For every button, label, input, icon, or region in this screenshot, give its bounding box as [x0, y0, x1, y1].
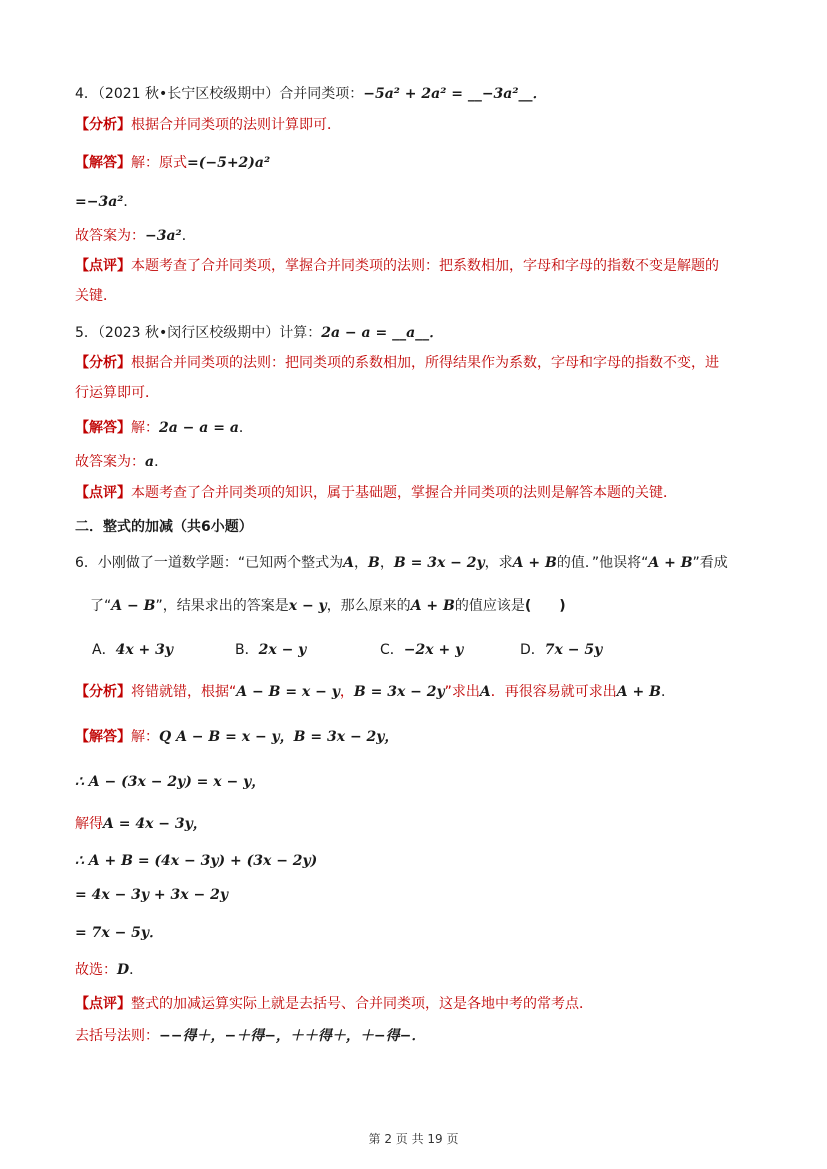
solution-text: 解得	[75, 816, 103, 832]
analysis-text: 根据合并同类项的法则计算即可．	[131, 117, 341, 133]
answer-math: a	[145, 454, 155, 470]
q6-answer-paren: ( )	[524, 598, 566, 614]
q4-answer	[75, 226, 196, 246]
q6-math: A − B	[111, 598, 156, 614]
solution-prefix: 解：	[131, 155, 159, 171]
comment-text: 本题考查了合并同类项的知识，属于基础题，掌握合并同类项的法则是解答本题的关键．	[131, 485, 677, 501]
choice-text: 故选：	[75, 962, 117, 978]
solution-prefix: 解：	[131, 420, 159, 436]
solution-math: = 7x − 5y．	[75, 925, 164, 941]
q6-stem-text: 了“	[90, 598, 112, 614]
q6-math: A + B	[512, 555, 557, 571]
q4-solution-line-2	[75, 192, 137, 212]
rule-text: 去括号法则：	[75, 1028, 159, 1044]
solution-prefix: 解：	[131, 729, 159, 745]
option-value: 2x − y	[258, 642, 307, 658]
analysis-math: A − B = x − y	[236, 684, 340, 700]
q6-stem-text: ，求	[484, 555, 513, 571]
q4-answer-blank: __−3a²__．	[467, 86, 547, 102]
solution-tag: 【解答】	[75, 729, 131, 745]
q6-stem-text: ”，结果求出的答案是	[155, 598, 289, 614]
q6-math: B = 3x − 2y	[393, 555, 485, 571]
q6-stem-line-1	[75, 553, 728, 573]
q4-solution-line-1	[75, 153, 270, 173]
q6-solution-line-3	[75, 814, 207, 834]
q6-solution-line-4	[75, 851, 317, 871]
q6-solution-line-6	[75, 923, 163, 943]
analysis-tag: 【分析】	[75, 684, 131, 700]
analysis-math: B = 3x − 2y	[353, 684, 445, 700]
solution-end: ．	[238, 420, 253, 436]
q5-number-source: 5．（2023 秋•闵行区校级期中）计算：	[75, 325, 322, 341]
analysis-text: 将错就错，根据“	[131, 684, 237, 700]
q5-analysis-cont	[75, 383, 159, 403]
q6-math: B	[368, 555, 380, 571]
solution-text: 原式	[159, 155, 187, 171]
answer-text: 故答案为：	[75, 454, 145, 470]
option-value: 4x + 3y	[115, 642, 174, 658]
comment-tag: 【点评】	[75, 996, 131, 1012]
q6-analysis	[75, 682, 675, 702]
q5-comment	[75, 483, 677, 503]
comment-tag: 【点评】	[75, 485, 131, 501]
q6-stem-text: 的值应该是	[454, 598, 525, 614]
analysis-text: 根据合并同类项的法则：把同类项的系数相加，所得结果作为系数，字母和字母的指数不变，进	[131, 355, 719, 371]
section-heading: 二．整式的加减（共6小题）	[75, 519, 253, 535]
analysis-math: A + B	[616, 684, 661, 700]
solution-math: =(−5+2)a²	[187, 155, 271, 171]
q6-math: A + B	[648, 555, 693, 571]
solution-math: ∴ A + B = (4x − 3y) + (3x − 2y)	[75, 853, 318, 869]
comment-tag: 【点评】	[75, 258, 131, 274]
solution-math: Q A − B = x − y，B = 3x − 2y，	[159, 729, 399, 745]
q4-comment	[75, 256, 719, 276]
answer-end: ．	[181, 228, 196, 244]
analysis-end: ．	[660, 684, 675, 700]
solution-math: =−3a²	[75, 194, 124, 210]
solution-tag: 【解答】	[75, 420, 131, 436]
q6-stem-text: ，	[379, 555, 394, 571]
analysis-text: ．再很容易就可求出	[490, 684, 617, 700]
analysis-tag: 【分析】	[75, 355, 131, 371]
solution-math: 2a − a = a	[159, 420, 239, 436]
comment-text: 关键．	[75, 288, 117, 304]
analysis-tag: 【分析】	[75, 117, 131, 133]
option-d	[520, 640, 602, 660]
option-b	[235, 640, 306, 660]
option-label: B．	[235, 642, 259, 658]
q6-math: A + B	[410, 598, 455, 614]
q6-stem-text: ”看成	[692, 555, 728, 571]
analysis-text: ，	[339, 684, 354, 700]
q6-solution-line-1	[75, 727, 398, 747]
q6-choice	[75, 960, 143, 980]
q5-solution	[75, 418, 253, 438]
solution-math: = 4x − 3y + 3x − 2y	[75, 887, 228, 903]
analysis-math: A	[479, 684, 491, 700]
answer-math: −3a²	[145, 228, 182, 244]
q5-answer	[75, 452, 168, 472]
q5-expression: 2a − a =	[321, 325, 393, 341]
q6-stem-text: ，	[354, 555, 369, 571]
q5-analysis	[75, 353, 719, 373]
solution-end: ．	[123, 194, 138, 210]
solution-math: A = 4x − 3y，	[103, 816, 207, 832]
q4-analysis	[75, 115, 341, 135]
q5-stem	[75, 323, 443, 343]
option-c	[380, 640, 463, 660]
q6-stem-text: ，那么原来的	[326, 598, 411, 614]
answer-text: 故答案为：	[75, 228, 145, 244]
option-label: C．	[380, 642, 404, 658]
page-footer: 第 2 页 共 19 页	[368, 1132, 459, 1146]
choice-math: D	[117, 962, 130, 978]
option-value: −2x + y	[403, 642, 464, 658]
rule-math: −−得＋，−＋得−，＋＋得＋，＋−得−．	[159, 1028, 426, 1044]
q5-answer-blank: __a__．	[392, 325, 444, 341]
option-a	[92, 640, 173, 660]
comment-text: 本题考查了合并同类项，掌握合并同类项的法则：把系数相加，字母和字母的指数不变是解题的	[131, 258, 719, 274]
q6-math: x − y	[288, 598, 327, 614]
q4-comment-cont	[75, 286, 117, 306]
option-label: D．	[520, 642, 545, 658]
q6-math: A	[343, 555, 355, 571]
answer-end: ．	[154, 454, 169, 470]
solution-tag: 【解答】	[75, 155, 131, 171]
q6-stem-text: 6．小刚做了一道数学题：“已知两个整式为	[75, 555, 344, 571]
option-label: A．	[92, 642, 116, 658]
q4-expression: −5a² + 2a² =	[363, 86, 468, 102]
option-value: 7x − 5y	[544, 642, 603, 658]
comment-text: 整式的加减运算实际上就是去括号、合并同类项，这是各地中考的常考点．	[131, 996, 593, 1012]
choice-end: ．	[129, 962, 144, 978]
q6-stem-text: 的值．”他误将“	[556, 555, 649, 571]
analysis-text: ”求出	[444, 684, 480, 700]
q6-solution-line-2	[75, 772, 265, 792]
q6-comment	[75, 994, 593, 1014]
analysis-text: 行运算即可．	[75, 385, 159, 401]
q4-stem	[75, 84, 547, 104]
q6-stem-line-2	[90, 596, 566, 616]
solution-math: ∴ A − (3x − 2y) = x − y，	[75, 774, 266, 790]
q6-bracket-rule	[75, 1026, 425, 1046]
q4-number-source: 4．（2021 秋•长宁区校级期中）合并同类项：	[75, 86, 364, 102]
q6-solution-line-5	[75, 885, 228, 905]
